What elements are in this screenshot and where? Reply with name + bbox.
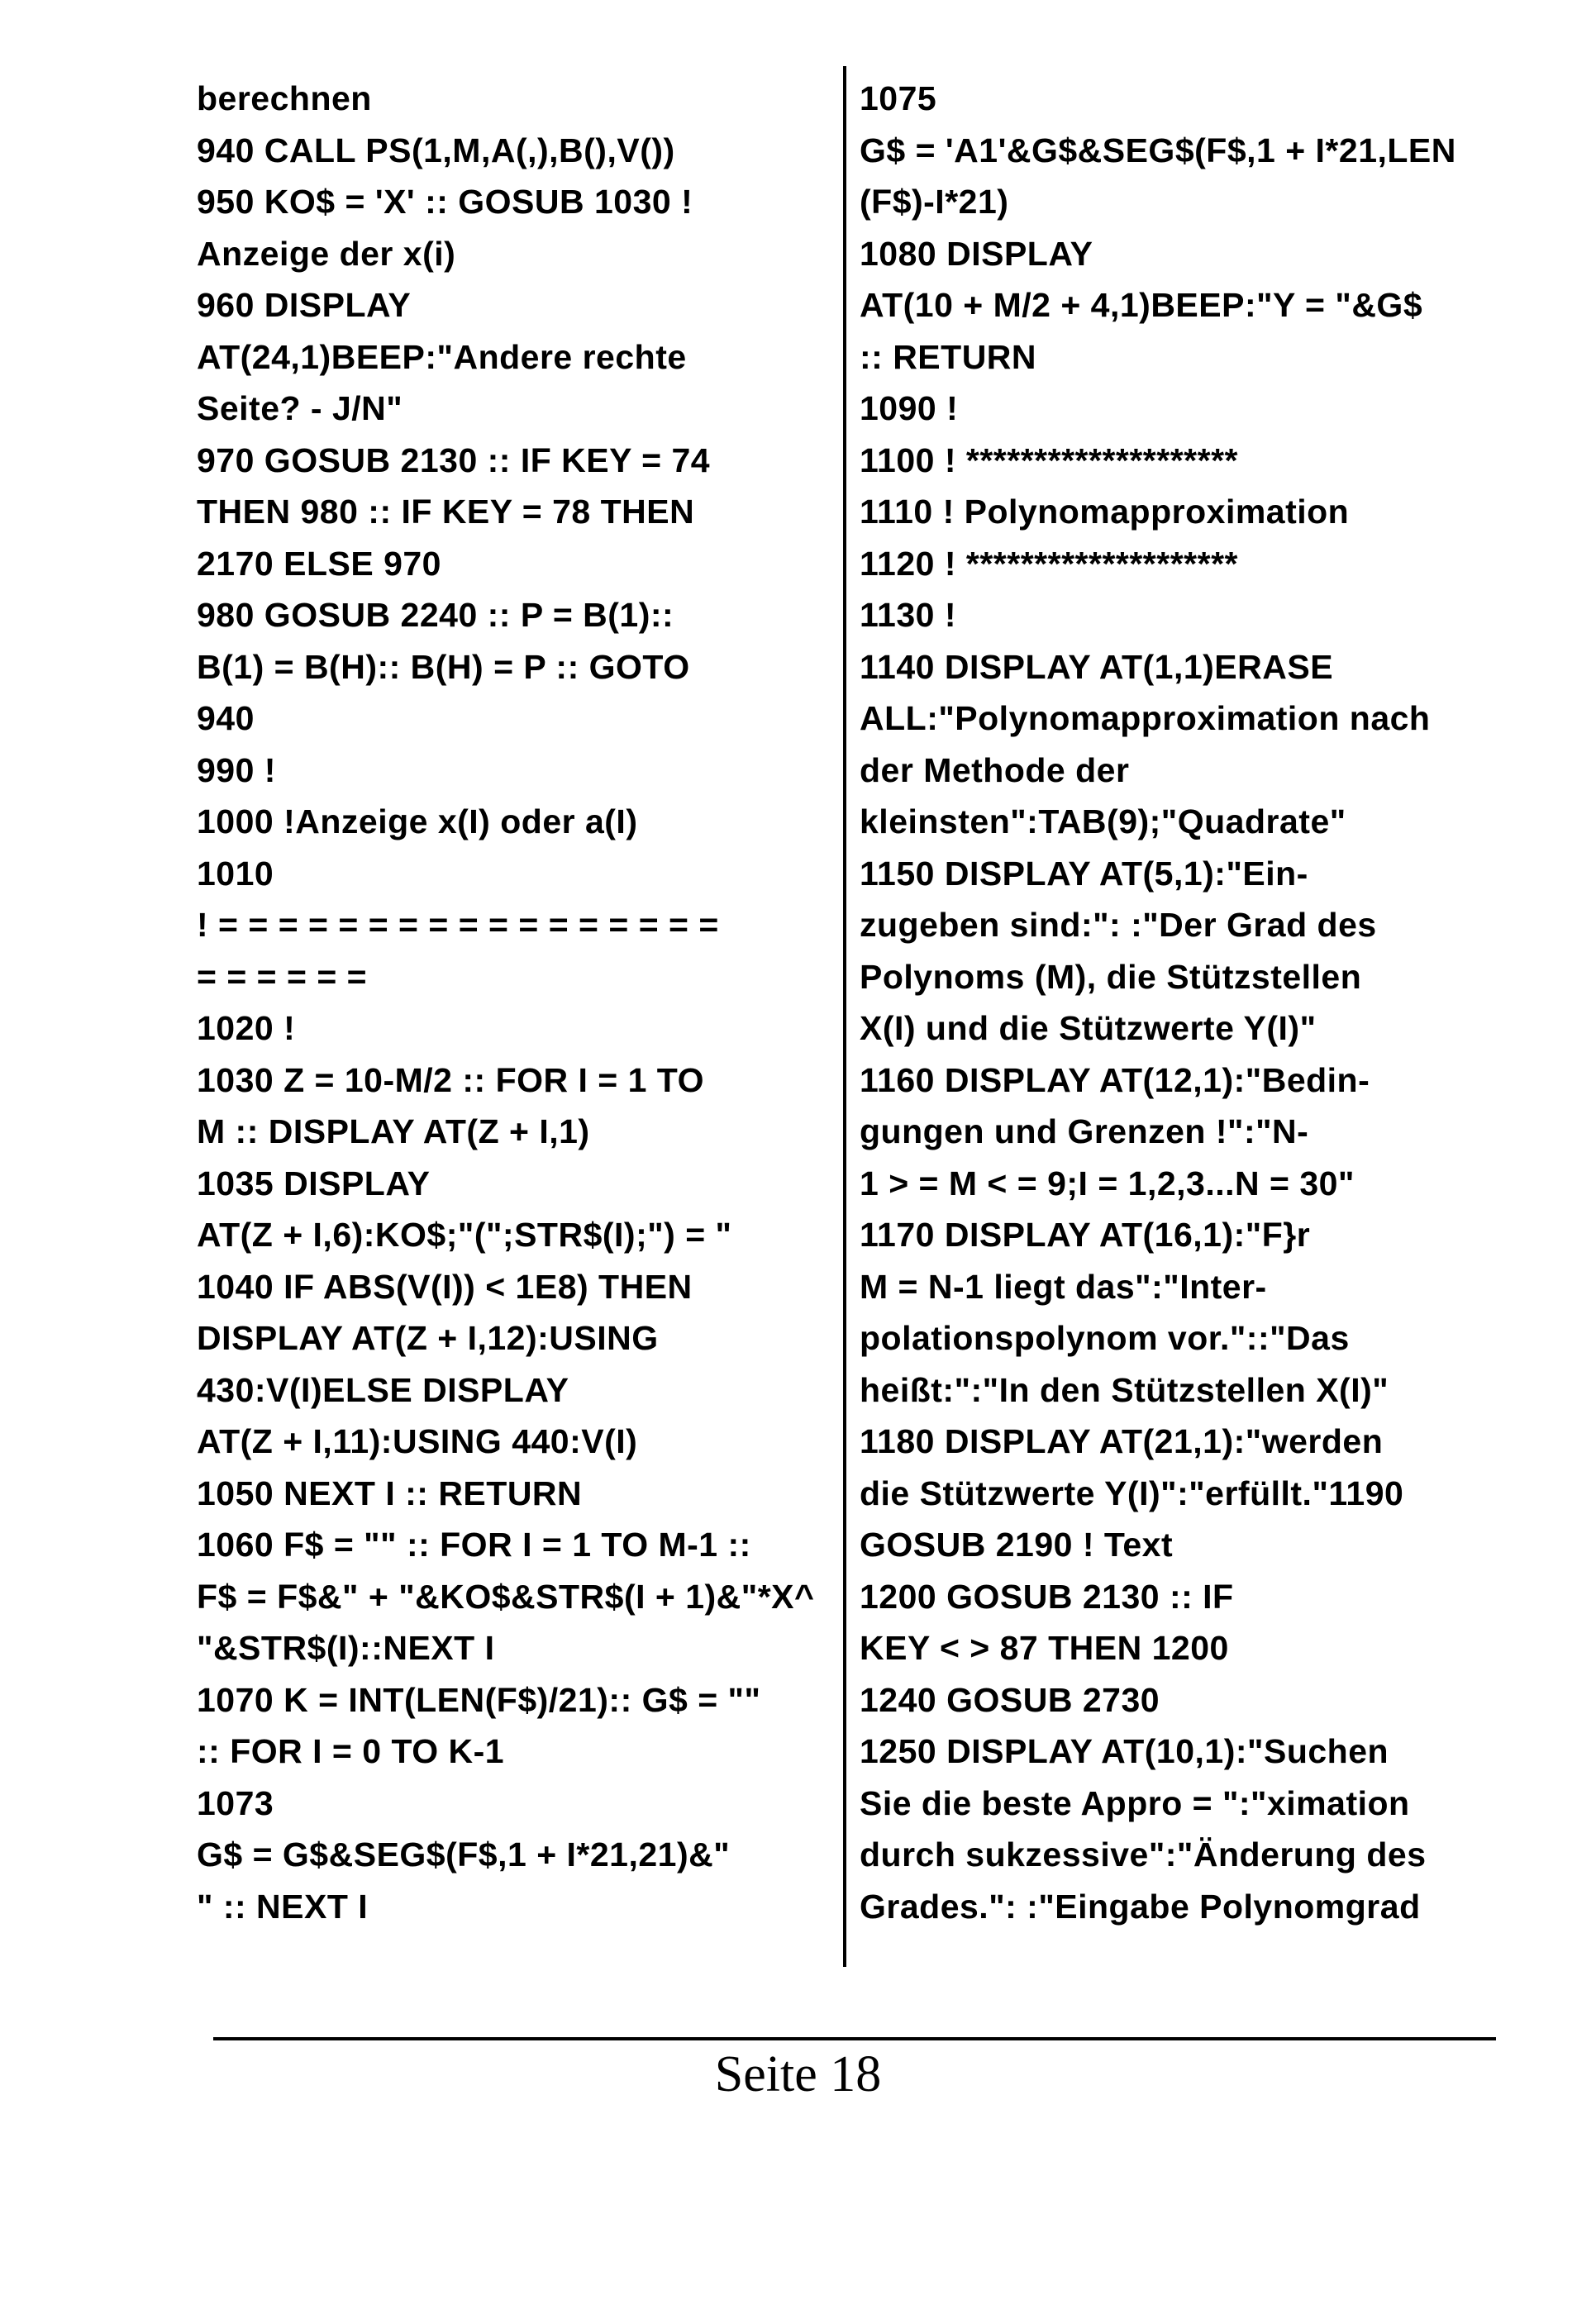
code-line: 1050 NEXT I :: RETURN [197,1474,583,1512]
code-line: 1070 K = INT(LEN(F$)/21):: G$ = "" [197,1680,761,1719]
code-line: zugeben sind:": :"Der Grad des [860,906,1377,944]
code-line: B(1) = B(H):: B(H) = P :: GOTO [197,647,690,686]
code-line: KEY < > 87 THEN 1200 [860,1629,1229,1667]
code-line: DISPLAY AT(Z + I,12):USING [197,1319,659,1357]
code-line: THEN 980 :: IF KEY = 78 THEN [197,493,695,531]
footer-rule [213,2037,1496,2040]
code-line: 950 KO$ = 'X' :: GOSUB 1030 ! [197,183,693,221]
code-line: 1020 ! [197,1009,296,1047]
code-line: GOSUB 2190 ! Text [860,1526,1174,1564]
column-divider [843,66,846,1967]
code-line: der Methode der [860,750,1130,789]
code-line: 1200 GOSUB 2130 :: IF [860,1577,1234,1616]
code-line: :: RETURN [860,337,1037,376]
code-line: X(I) und die Stützwerte Y(I)" [860,1009,1317,1047]
code-line: gungen und Grenzen !":"N- [860,1112,1309,1150]
code-line: 1170 DISPLAY AT(16,1):"F}r [860,1216,1311,1254]
code-line: 940 [197,699,255,737]
code-line: 1140 DISPLAY AT(1,1)ERASE [860,647,1334,686]
code-line: 1130 ! [860,596,956,634]
code-line: berechnen [197,79,372,117]
code-line: 1080 DISPLAY [860,234,1093,273]
code-line: G$ = G$&SEG$(F$,1 + I*21,21)&" [197,1835,731,1874]
code-line: 1250 DISPLAY AT(10,1):"Suchen [860,1732,1389,1770]
code-line: 1090 ! [860,389,959,427]
code-line: 1000 !Anzeige x(I) oder a(I) [197,802,638,840]
code-line: 980 GOSUB 2240 :: P = B(1):: [197,596,674,634]
code-line: 1180 DISPLAY AT(21,1):"werden [860,1422,1384,1460]
code-line: Anzeige der x(i) [197,234,456,273]
code-line: 1160 DISPLAY AT(12,1):"Bedin- [860,1060,1370,1099]
code-line: G$ = 'A1'&G$&SEG$(F$,1 + I*21,LEN [860,131,1456,169]
left-code-column [197,73,835,1932]
code-line: AT(24,1)BEEP:"Andere rechte [197,337,687,376]
code-line: 960 DISPLAY [197,286,412,324]
code-line: 1010 [197,854,274,893]
code-line: AT(Z + I,6):KO$;"(";STR$(I);") = " [197,1216,732,1254]
code-line: 1073 [197,1783,274,1822]
code-line: F$ = F$&" + "&KO$&STR$(I + 1)&"*X^ [197,1577,815,1616]
code-line: "&STR$(I)::NEXT I [197,1629,495,1667]
code-line: = = = = = = [197,957,368,996]
code-line: 2170 ELSE 970 [197,544,441,583]
code-line: Seite? - J/N" [197,389,403,427]
right-code-column [860,73,1521,1932]
code-line: AT(10 + M/2 + 4,1)BEEP:"Y = "&G$ [860,286,1423,324]
code-line: AT(Z + I,11):USING 440:V(I) [197,1422,638,1460]
code-line: 430:V(I)ELSE DISPLAY [197,1370,569,1409]
page-number: Seite 18 [714,2046,882,2102]
code-line: M :: DISPLAY AT(Z + I,1) [197,1112,590,1150]
code-line: 1 > = M < = 9;I = 1,2,3...N = 30" [860,1164,1355,1202]
code-line: 1120 ! ******************** [860,544,1238,583]
code-line: heißt:":"In den Stützstellen X(I)" [860,1370,1389,1409]
code-line: 1100 ! ******************** [860,440,1238,479]
code-line: 1150 DISPLAY AT(5,1):"Ein- [860,854,1308,893]
code-line: 1075 [860,79,937,117]
code-line: 1035 DISPLAY [197,1164,431,1202]
code-line: Polynoms (M), die Stützstellen [860,957,1362,996]
code-line: 1040 IF ABS(V(I)) < 1E8) THEN [197,1267,693,1306]
code-line: M = N-1 liegt das":"Inter- [860,1267,1267,1306]
code-line: ALL:"Polynomapproximation nach [860,699,1431,737]
code-line: 940 CALL PS(1,M,A(,),B(),V()) [197,131,675,169]
code-line: Grades.": :"Eingabe Polynomgrad [860,1887,1421,1926]
code-line: Sie die beste Appro = ":"ximation [860,1783,1410,1822]
code-line: die Stützwerte Y(I)":"erfüllt."1190 [860,1474,1404,1512]
code-line: 990 ! [197,750,276,789]
code-line: 1240 GOSUB 2730 [860,1680,1160,1719]
code-line: 970 GOSUB 2130 :: IF KEY = 74 [197,440,711,479]
code-line: 1110 ! Polynomapproximation [860,493,1350,531]
code-line: polationspolynom vor."::"Das [860,1319,1350,1357]
code-line: 1030 Z = 10-M/2 :: FOR I = 1 TO [197,1060,705,1099]
code-line: :: FOR I = 0 TO K-1 [197,1732,505,1770]
code-line: durch sukzessive":"Änderung des [860,1835,1427,1874]
code-line: (F$)-I*21) [860,183,1009,221]
code-line: kleinsten":TAB(9);"Quadrate" [860,802,1346,840]
code-line: " :: NEXT I [197,1887,369,1926]
code-line: 1060 F$ = "" :: FOR I = 1 TO M-1 :: [197,1526,751,1564]
code-line: ! = = = = = = = = = = = = = = = = = [197,906,719,944]
